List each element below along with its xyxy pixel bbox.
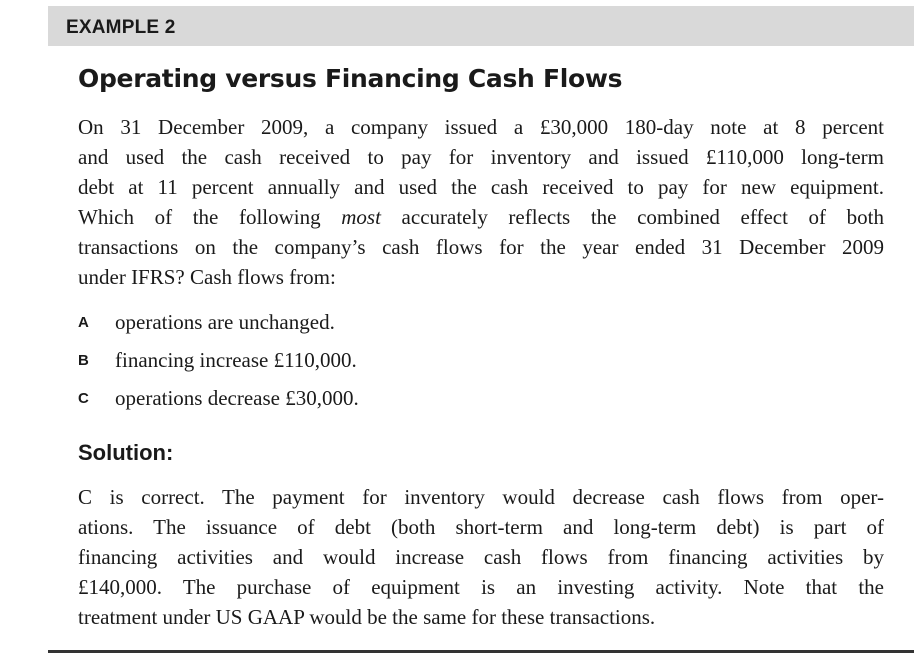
example-title: Operating versus Financing Cash Flows <box>78 64 623 93</box>
question-line: On 31 December 2009, a company issued a £30,000 180-day note at 8 percent <box>78 115 884 139</box>
solution-line: treatment under US GAAP would be the same for these transactions. <box>78 605 656 629</box>
question-line: debt at 11 percent annually and used the cash received to pay for new equipment. <box>78 175 884 199</box>
solution-line: financing activities and would increase cash flows from financing activities by <box>78 545 884 569</box>
question-paragraph <box>78 112 884 292</box>
example-header-bar <box>48 6 914 46</box>
example-page <box>48 0 914 654</box>
question-line: transactions on the company’s cash flows for the year ended 31 December 2009 <box>78 235 884 259</box>
solution-heading: Solution: <box>78 440 174 465</box>
question-line: under IFRS? Cash flows from: <box>78 265 336 289</box>
example-label: EXAMPLE 2 <box>66 17 176 38</box>
option-text: financing increase £110,000. <box>115 348 357 372</box>
option-letter: A <box>78 314 89 331</box>
option-letter: C <box>78 390 89 407</box>
bottom-divider <box>48 650 914 653</box>
question-text: accurately reflects the combined effect of both <box>380 205 884 229</box>
question-line: and used the cash received to pay for inventory and issued £110,000 long-term <box>78 145 884 169</box>
solution-line: £140,000. The purchase of equipment is an investing activity. Note that the <box>78 575 884 599</box>
solution-line: C is correct. The payment for inventory would decrease cash flows from oper- <box>78 485 884 509</box>
solution-line: ations. The issuance of debt (both short-term and long-term debt) is part of <box>78 515 884 539</box>
option-text: operations decrease £30,000. <box>115 386 359 410</box>
question-line <box>78 202 884 232</box>
answer-option <box>78 308 884 346</box>
solution-paragraph <box>78 482 884 632</box>
question-text: Which of the following <box>78 205 342 229</box>
answer-option <box>78 384 884 422</box>
answer-options <box>78 308 884 422</box>
option-letter: B <box>78 352 89 369</box>
option-text: operations are unchanged. <box>115 310 335 334</box>
answer-option <box>78 346 884 384</box>
emphasis-word: most <box>341 205 381 229</box>
